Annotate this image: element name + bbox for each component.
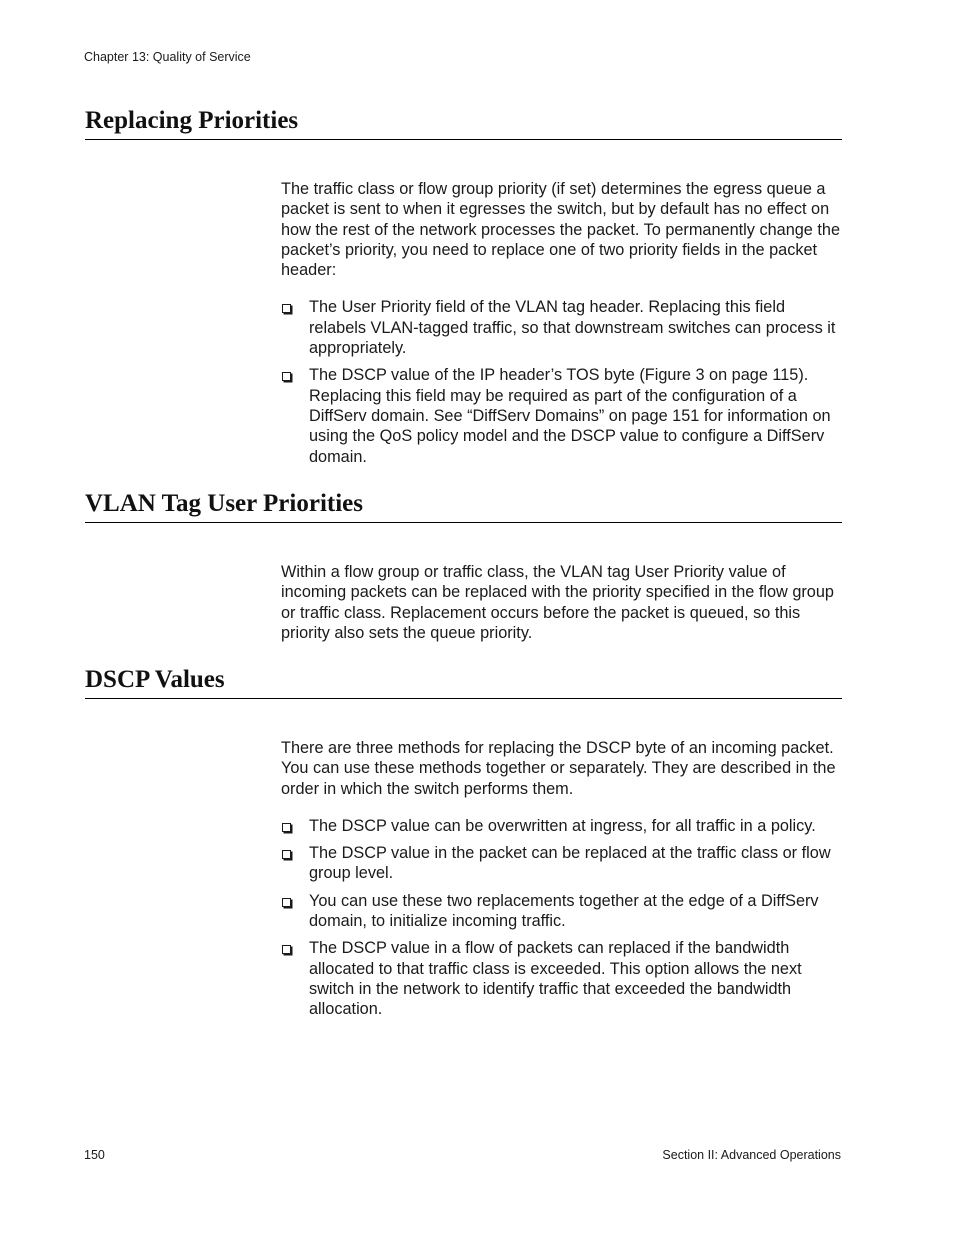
section-body-vlan-tag-user-priorities [281, 562, 844, 643]
paragraph: The traffic class or flow group priority (if set) determines the egress queue a packet is sent to when it egresses the switch, but by default has no effect on how the rest of the network processes the packet. To permanently change the packet’s priority, you need to replace one of two priority fields in the packet header: [281, 180, 841, 280]
checkbox-bullet-icon [282, 372, 291, 381]
list-item [281, 938, 844, 1019]
paragraph: Within a flow group or traffic class, the VLAN tag User Priority value of incoming packets can be replaced with the priority specified in the flow group or traffic class. Replacement occurs before the packet is queued, so this priority also sets the queue priority. [281, 563, 834, 642]
list-item-text: The DSCP value in the packet can be replaced at the traffic class or flow group level. [309, 844, 831, 883]
section-heading-replacing-priorities: Replacing Priorities [85, 106, 842, 140]
section-heading-vlan-tag-user-priorities: VLAN Tag User Priorities [85, 489, 842, 523]
checkbox-bullet-icon [282, 898, 291, 907]
list-item-text: You can use these two replacements together at the edge of a DiffServ domain, to initialize incoming traffic. [309, 891, 819, 931]
page-number: 150 [84, 1148, 105, 1162]
list-item [281, 365, 844, 466]
checkbox-bullet-icon [282, 945, 291, 954]
section-heading-dscp-values: DSCP Values [85, 665, 842, 699]
list-item-text: The DSCP value of the IP header’s TOS byte (Figure 3 on page 115). Replacing this field may be required as part of the configuration of a DiffServ domain. See “DiffServ Domains” on page 151 for information on using the QoS policy model and the DSCP value to configure a DiffServ domain. [309, 366, 831, 466]
list-item-text: The DSCP value in a flow of packets can replaced if the bandwidth allocated to that traffic class is exceeded. This option allows the next switch in the network to identify traffic that exceeded the bandwidth allocation. [309, 939, 802, 1019]
list-item-text: The User Priority field of the VLAN tag header. Replacing this field relabels VLAN-tagged traffic, so that downstream switches can process it appropriately. [309, 298, 836, 358]
list-item [281, 816, 844, 836]
section-body-dscp-values [281, 738, 844, 1027]
list-item [281, 891, 844, 932]
bullet-list [281, 816, 844, 1020]
list-item [281, 843, 844, 884]
checkbox-bullet-icon [282, 823, 291, 832]
running-footer-section: Section II: Advanced Operations [662, 1148, 841, 1162]
bullet-list [281, 297, 844, 466]
running-header: Chapter 13: Quality of Service [84, 50, 251, 64]
section-body-replacing-priorities [281, 179, 844, 474]
list-item [281, 297, 844, 358]
checkbox-bullet-icon [282, 850, 291, 859]
checkbox-bullet-icon [282, 304, 291, 313]
paragraph: There are three methods for replacing the DSCP byte of an incoming packet. You can use these methods together or separately. They are described in the order in which the switch performs them. [281, 739, 836, 798]
list-item-text: The DSCP value can be overwritten at ingress, for all traffic in a policy. [309, 816, 816, 835]
